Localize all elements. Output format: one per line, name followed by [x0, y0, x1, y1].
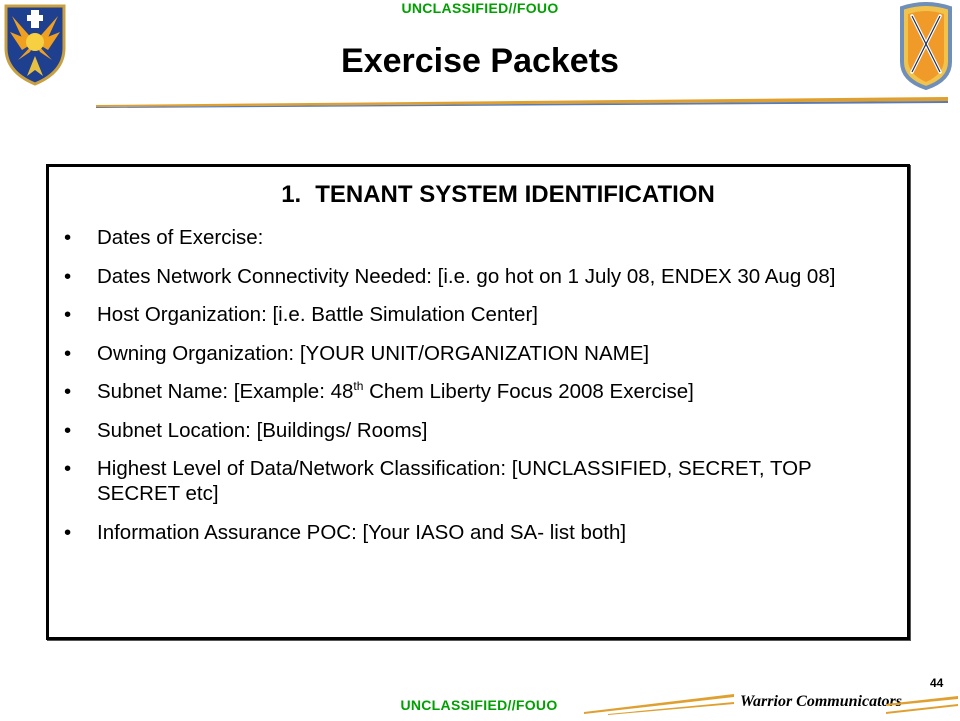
list-item-text: Owning Organization: [YOUR UNIT/ORGANIZATION NAME] — [97, 341, 650, 365]
list-item-text: Subnet Location: [Buildings/ Rooms] — [97, 418, 428, 442]
bullet-icon: • — [64, 418, 72, 442]
list-item — [59, 456, 899, 506]
bullet-icon: • — [64, 341, 72, 365]
footer-decorative-lines-left — [584, 690, 734, 721]
list-item — [59, 418, 899, 443]
content-box — [46, 164, 910, 640]
ordinal-superscript: th — [353, 379, 364, 394]
bullet-icon: • — [64, 520, 72, 544]
list-item-text-after: Chem Liberty Focus 2008 Exercise] — [363, 380, 694, 403]
bullet-icon: • — [64, 457, 72, 480]
list-item — [59, 379, 899, 404]
section-heading-text: TENANT SYSTEM IDENTIFICATION — [315, 181, 715, 208]
list-item — [59, 225, 899, 250]
list-item-text: Dates Network Connectivity Needed: [i.e. go hot on 1 July 08, ENDEX 30 Aug 08] — [97, 264, 836, 288]
list-item-text: Host Organization: [i.e. Battle Simulation Center] — [97, 303, 538, 326]
classification-banner-top: UNCLASSIFIED//FOUO — [401, 0, 559, 16]
bullet-icon: • — [64, 380, 72, 403]
list-item-text: Highest Level of Data/Network Classification: [UNCLASSIFIED, SECRET, TOP SECRET etc] — [97, 457, 812, 505]
list-item — [59, 341, 899, 366]
bullet-icon: • — [64, 303, 72, 326]
page-number: 44 — [930, 676, 944, 690]
bullet-list — [59, 225, 899, 558]
slide-title: Exercise Packets — [341, 42, 619, 80]
list-item — [59, 520, 899, 545]
bullet-icon: • — [64, 264, 72, 288]
classification-banner-bottom: UNCLASSIFIED//FOUO — [400, 697, 558, 713]
section-heading — [49, 181, 907, 209]
list-item-text: Dates of Exercise: — [97, 226, 264, 249]
list-item — [59, 302, 899, 327]
section-number: 1. — [281, 181, 302, 208]
title-underline-rule — [96, 96, 948, 114]
footer-decorative-lines-right — [886, 690, 958, 721]
bullet-icon: • — [64, 226, 72, 249]
footer-motto: Warrior Communicators — [740, 693, 902, 710]
list-item-text: Information Assurance POC: [Your IASO and SA- list both] — [97, 520, 627, 544]
list-item — [59, 264, 899, 289]
list-item-text-before: Subnet Name: [Example: 48 — [97, 380, 354, 403]
